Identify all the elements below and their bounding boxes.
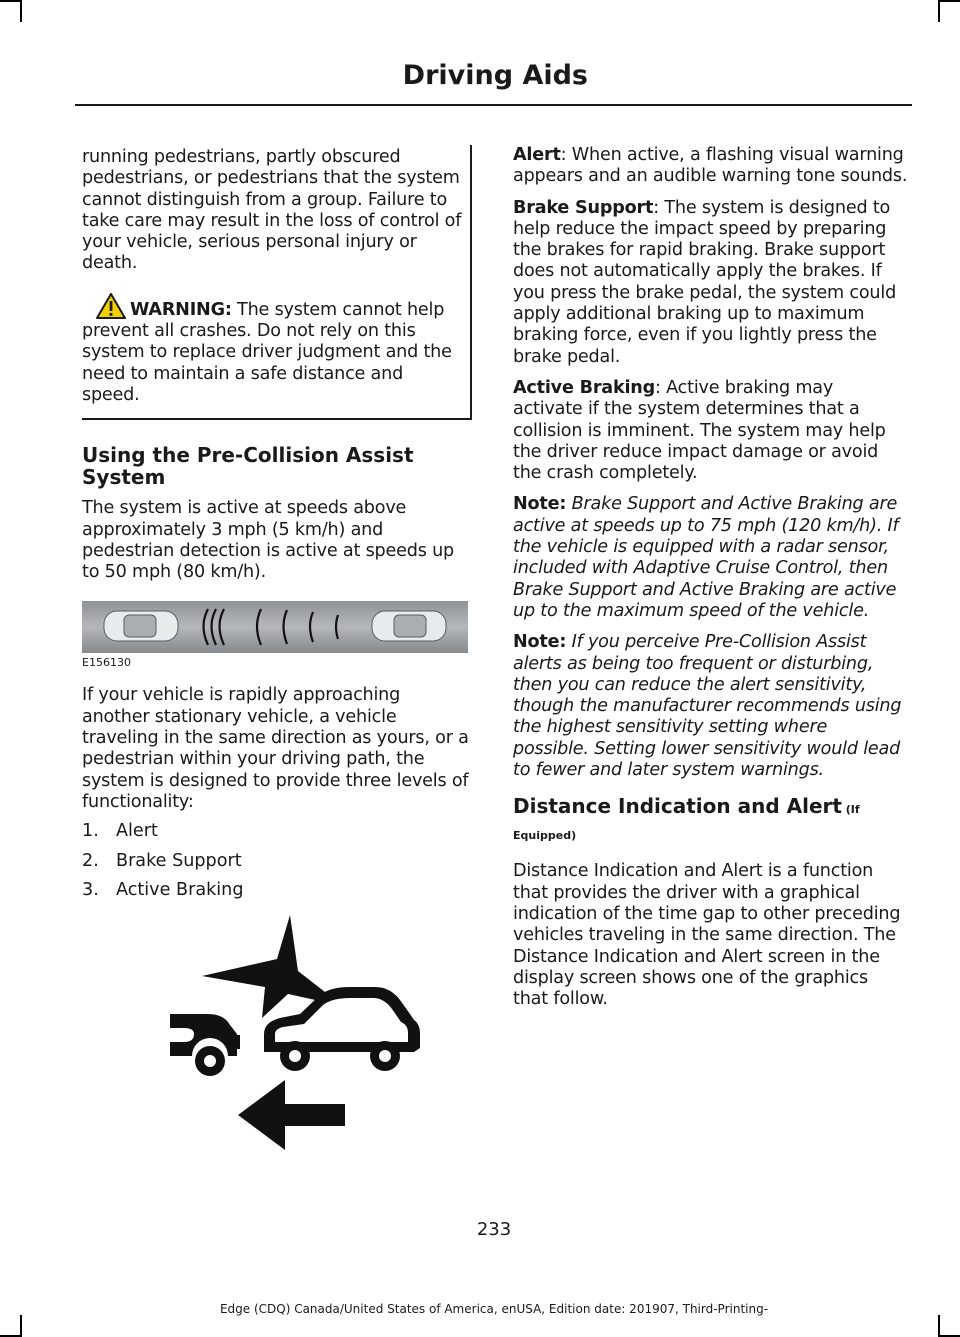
- figure-code: E156130: [82, 656, 131, 670]
- warning-paragraph: [82, 293, 462, 406]
- alert-paragraph: Alert: When active, a flashing visual warning appears and an audible warning tone sounds.: [513, 145, 908, 187]
- page-number: 233: [476, 1219, 512, 1240]
- active-braking-paragraph: Active Braking: Active braking may activate if the system determines that a collision is imminent. The system may help the driver reduce impact damage or avoid the crash completely.: [513, 377, 886, 484]
- collision-warning-icon: [160, 910, 425, 1165]
- section-title: Driving Aids: [402, 60, 588, 91]
- list-item: 2. Brake Support: [82, 850, 242, 871]
- crop-mark: [20, 0, 22, 22]
- section-heading: Distance Indication and Alert (If Equipped): [513, 794, 860, 843]
- car-icon: [104, 611, 178, 641]
- warning-box: [82, 145, 472, 420]
- crop-mark: [938, 0, 940, 22]
- header-rule: [75, 104, 912, 106]
- crop-mark: [940, 0, 960, 2]
- crop-mark: [938, 1315, 940, 1337]
- warning-triangle-icon: [96, 293, 126, 319]
- note-paragraph: Note: Brake Support and Active Braking are active at speeds up to 75 mph (120 km/h). If the vehicle is equipped with a radar sensor, included with Adaptive Cruise Control, then Brake Support and Active Braking are active up to the maximum speed of the vehicle.: [513, 494, 899, 621]
- warning-label: WARNING:: [130, 299, 232, 320]
- vehicle-sensor-illustration: [82, 601, 468, 653]
- left-column: [82, 145, 472, 909]
- section-heading: Using the Pre-Collision Assist System: [82, 443, 414, 490]
- list-item: 3. Active Braking: [82, 879, 244, 900]
- body-paragraph: Distance Indication and Alert is a function that provides the driver with a graphical indication of the time gap to other preceding vehicles traveling in the same direction. The Distance Indication and Alert screen in the display screen shows one of the graphics that follow.: [513, 861, 901, 1010]
- car-icon: [372, 611, 446, 641]
- warning-intro-text: running pedestrians, partly obscured pedestrians, or pedestrians that the system cannot distinguish from a group. Failure to take care may result in the loss of control of your vehicle, serious personal injury or death.: [82, 147, 462, 274]
- figure-approaching-vehicle: [82, 601, 468, 653]
- note-paragraph: Note: If you perceive Pre-Collision Assist alerts as being too frequent or disturbing, then you can reduce the alert sensitivity, though the manufacturer recommends using the highest sensitivity setting where possible. Setting lower sensitivity would lead to fewer and later system warnings.: [513, 632, 902, 781]
- brake-support-paragraph: Brake Support: The system is designed to help reduce the impact speed by preparing the brakes for rapid braking. Brake support does not automatically apply the brakes. If you press the brake pedal, the system could apply additional braking up to maximum braking force, even if you lightly press the brake pedal.: [513, 197, 897, 367]
- crop-mark: [0, 0, 20, 2]
- body-paragraph: The system is active at speeds above approximately 3 mph (5 km/h) and pedestrian detection is active at speeds up to 50 mph (80 km/h).: [82, 498, 454, 583]
- pre-collision-warning-symbol: [160, 910, 425, 1165]
- warning-text: The system cannot help prevent all crashes. Do not rely on this system to replace driver judgment and the need to maintain a safe distance and speed.: [82, 299, 452, 405]
- right-column: [513, 145, 908, 1010]
- arrow-left-icon: [238, 1080, 345, 1150]
- list-item: 1. Alert: [82, 821, 158, 842]
- crop-mark: [20, 1315, 22, 1337]
- footer-text: Edge (CDQ) Canada/United States of America, enUSA, Edition date: 201907, Third-Printing-: [219, 1302, 769, 1316]
- functionality-list: [82, 821, 472, 901]
- body-paragraph: If your vehicle is rapidly approaching another stationary vehicle, a vehicle traveling in the same direction as yours, or a pedestrian within your driving path, the system is designed to provide three levels of functionality:: [82, 685, 469, 812]
